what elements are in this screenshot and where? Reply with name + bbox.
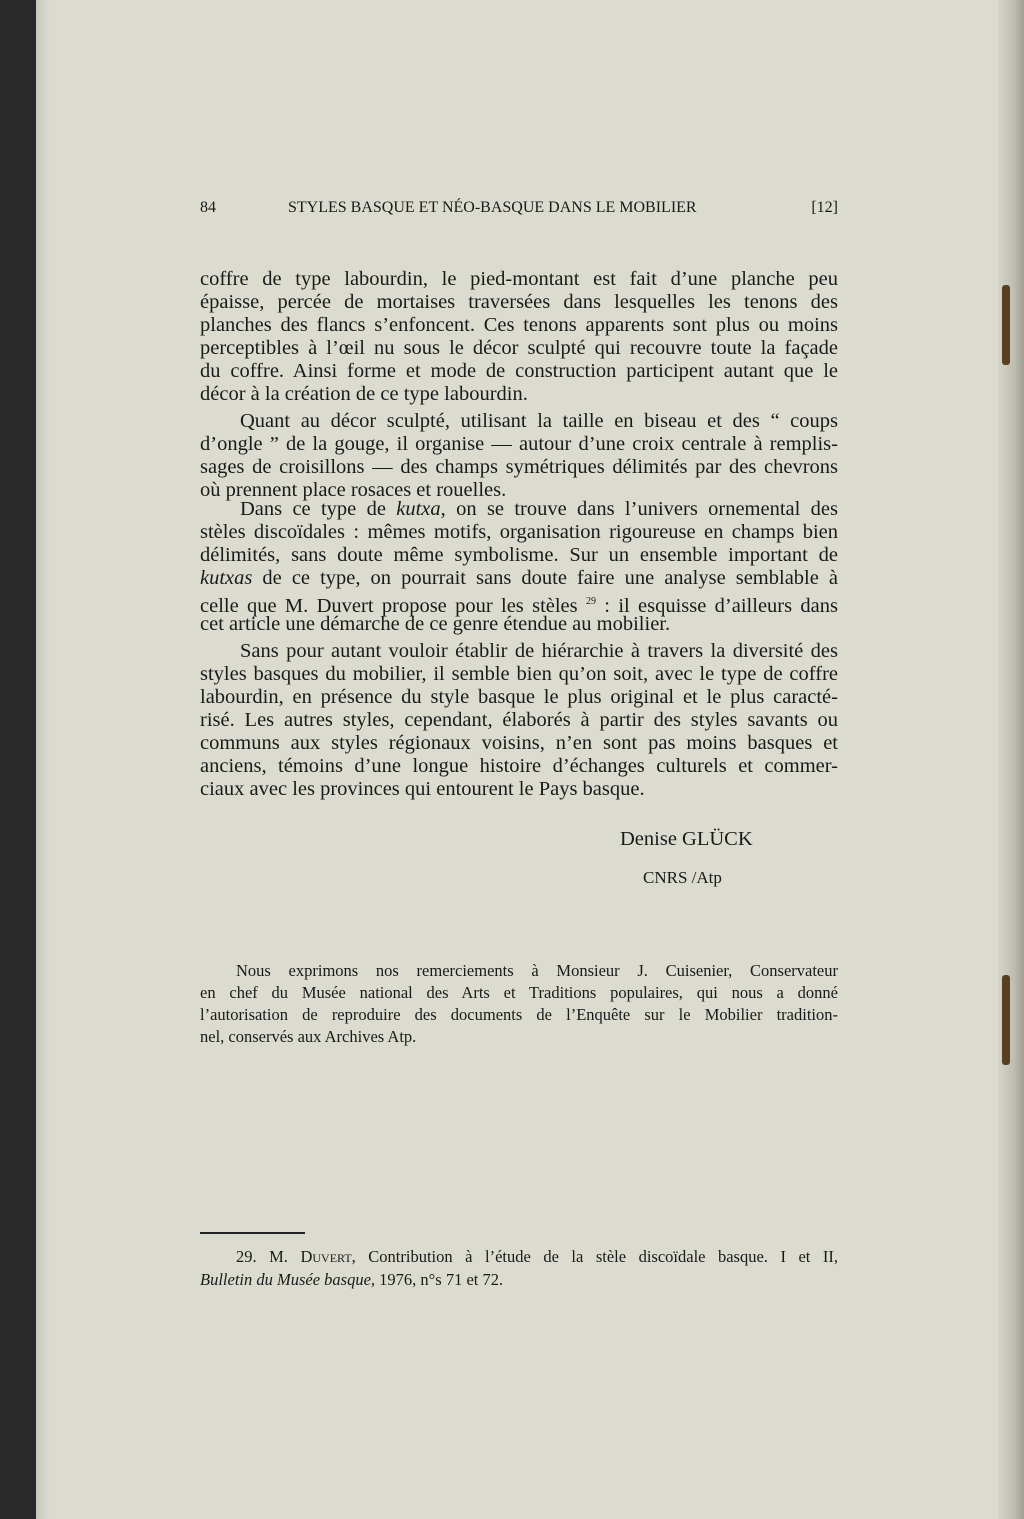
- running-title: STYLES BASQUE ET NÉO-BASQUE DANS LE MOBILIER: [288, 199, 697, 216]
- acknowledgement-line: [236, 960, 838, 982]
- text-segment: planches des flancs s’enfoncent. Ces tenons apparents sont plus ou moins: [200, 314, 838, 336]
- paragraph-line: [200, 360, 838, 383]
- text-segment: kutxa: [396, 498, 441, 520]
- text-segment: , 1976, n°s 71 et 72.: [370, 1270, 504, 1289]
- text-segment: où prennent place rosaces et rouelles.: [200, 479, 507, 501]
- page-binding-edge: [998, 0, 1024, 1519]
- section-number: [12]: [811, 199, 838, 216]
- text-segment: Nous exprimons nos remerciements à Monsieur J. Cuisenier, Conservateur: [236, 961, 838, 980]
- footnote-line: [236, 1246, 838, 1268]
- footnote-rule: [200, 1232, 305, 1234]
- paragraph-line: [200, 337, 838, 360]
- paragraph-line: [200, 663, 838, 686]
- acknowledgement-line: [200, 1004, 838, 1026]
- text-segment: , Contribution à l’étude de la stèle discoïdale basque. I et II,: [351, 1247, 838, 1266]
- text-segment: , on se trouve dans l’univers ornemental des: [440, 498, 838, 520]
- text-segment: coffre de type labourdin, le pied-montant est fait d’une planche peu: [200, 268, 838, 290]
- rust-stain: [1002, 285, 1010, 365]
- paragraph-line: [200, 686, 838, 709]
- text-segment: stèles discoïdales : mêmes motifs, organisation rigoureuse en champs bien: [200, 521, 838, 543]
- text-segment: cet article une démarche de ce genre étendue au mobilier.: [200, 613, 671, 635]
- rust-stain: [1002, 975, 1010, 1065]
- text-segment: délimités, sans doute même symbolisme. Sur un ensemble important de: [200, 544, 838, 566]
- text-segment: ciaux avec les provinces qui entourent le Pays basque.: [200, 778, 645, 800]
- page-number: 84: [200, 199, 216, 216]
- text-segment: styles basques du mobilier, il semble bien qu’on soit, avec le type de coffre: [200, 663, 838, 685]
- footnote-ref: 29: [585, 596, 596, 607]
- paragraph-line: [200, 433, 838, 456]
- text-segment: anciens, témoins d’une longue histoire d’échanges culturels et commer-: [200, 755, 838, 777]
- text-segment: d’ongle ” de la gouge, il organise — autour d’une croix centrale à remplis-: [200, 433, 838, 455]
- text-segment: épaisse, percée de mortaises traversées dans lesquelles les tenons des: [200, 291, 838, 313]
- paragraph-line: [200, 567, 838, 590]
- paragraph-line: [240, 498, 838, 521]
- text-segment: Bulletin du Musée basque: [200, 1270, 371, 1289]
- paragraph-line: [200, 613, 838, 636]
- author-signature: Denise GLÜCK: [620, 828, 753, 850]
- paragraph-line: [200, 456, 838, 479]
- text-segment: Duvert: [300, 1247, 352, 1266]
- running-header: [200, 199, 838, 219]
- text-segment: kutxas: [200, 567, 253, 589]
- text-segment: celle que M. Duvert propose pour les stèles: [200, 595, 586, 617]
- paragraph-line: [200, 732, 838, 755]
- paragraph-line: [200, 521, 838, 544]
- text-segment: décor à la création de ce type labourdin.: [200, 383, 528, 405]
- text-segment: en chef du Musée national des Arts et Traditions populaires, qui nous a donné: [200, 983, 838, 1002]
- acknowledgement-line: [200, 1026, 838, 1048]
- text-segment: Dans ce type de: [240, 498, 397, 520]
- text-segment: Sans pour autant vouloir établir de hiérarchie à travers la diversité des: [240, 640, 838, 662]
- paragraph-line: [200, 590, 838, 617]
- text-segment: Quant au décor sculpté, utilisant la taille en biseau et des “ coups: [240, 410, 838, 432]
- text-segment: : il esquisse d’ailleurs dans: [595, 595, 838, 617]
- paragraph-line: [200, 778, 838, 801]
- paragraph-line: [200, 314, 838, 337]
- paragraph-line: [200, 709, 838, 732]
- footnote-line: [200, 1269, 838, 1291]
- author-affiliation: CNRS /Atp: [643, 868, 722, 887]
- paragraph-line: [240, 410, 838, 433]
- paragraph-line: [200, 291, 838, 314]
- text-segment: communs aux styles régionaux voisins, n’en sont pas moins basques et: [200, 732, 838, 754]
- text-segment: du coffre. Ainsi forme et mode de construction participent autant que le: [200, 360, 838, 382]
- text-segment: nel, conservés aux Archives Atp.: [200, 1027, 417, 1046]
- paragraph-line: [240, 640, 838, 663]
- paragraph-line: [200, 383, 838, 406]
- text-segment: l’autorisation de reproduire des documents de l’Enquête sur le Mobilier tradition-: [200, 1005, 838, 1024]
- text-segment: 29. M.: [236, 1247, 301, 1266]
- acknowledgement-line: [200, 982, 838, 1004]
- text-segment: risé. Les autres styles, cependant, élaborés à partir des styles savants ou: [200, 709, 838, 731]
- paragraph-line: [200, 755, 838, 778]
- paragraph-line: [200, 544, 838, 567]
- text-segment: de ce type, on pourrait sans doute faire une analyse semblable à: [252, 567, 838, 589]
- text-segment: perceptibles à l’œil nu sous le décor sculpté qui recouvre toute la façade: [200, 337, 838, 359]
- text-segment: sages de croisillons — des champs symétriques délimités par des chevrons: [200, 456, 838, 478]
- text-segment: labourdin, en présence du style basque le plus original et le plus caracté-: [200, 686, 838, 708]
- paragraph-line: [200, 268, 838, 291]
